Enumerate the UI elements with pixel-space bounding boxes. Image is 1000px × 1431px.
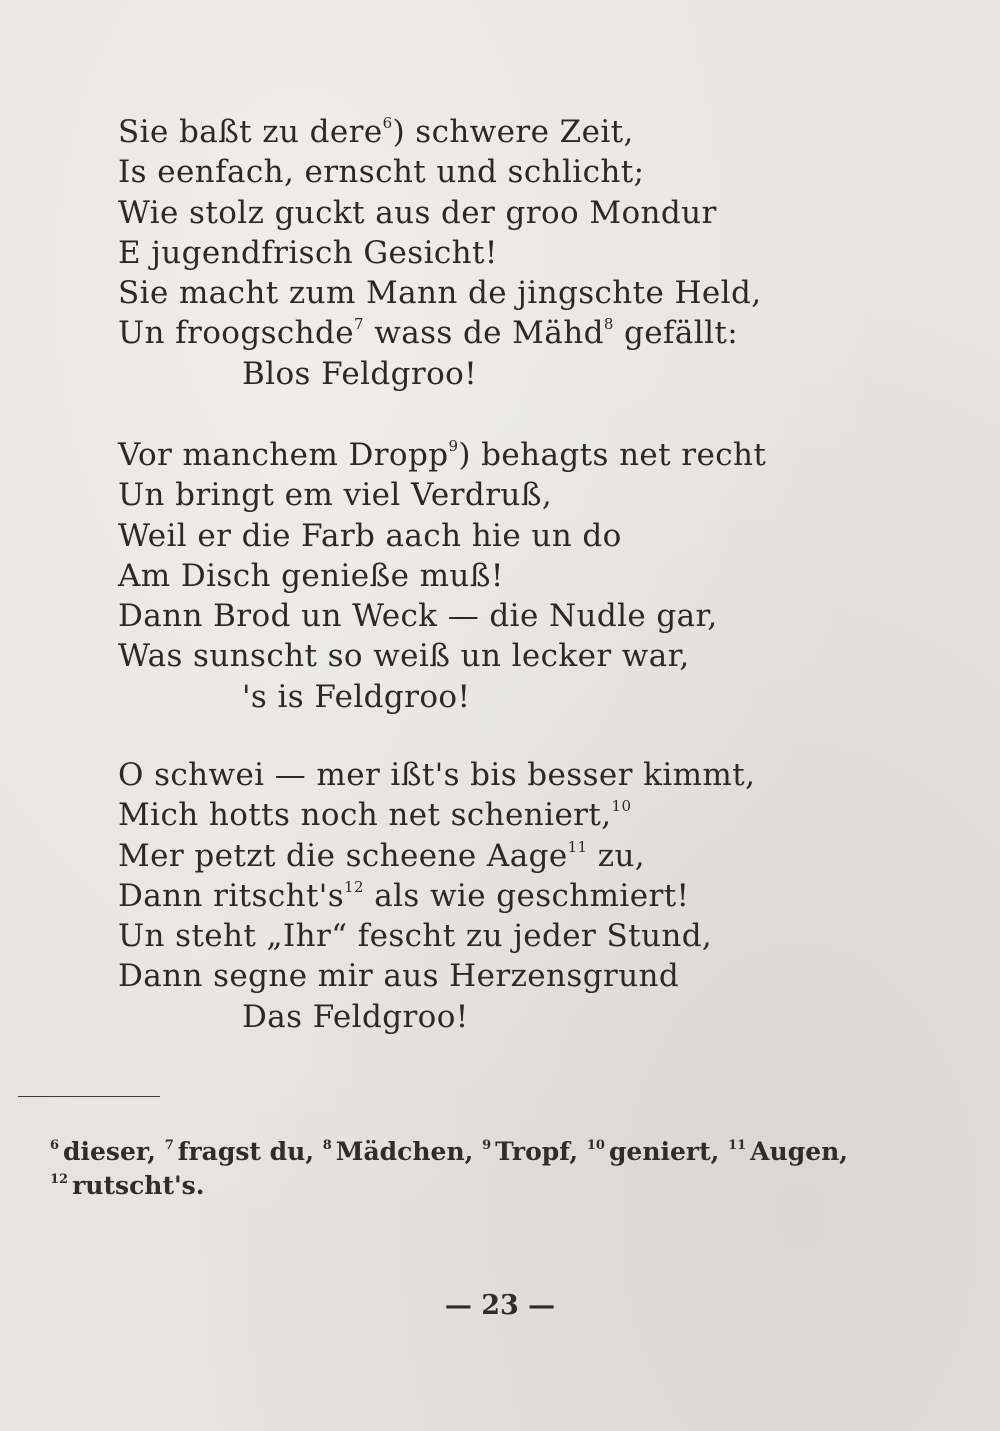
line-text: Am Disch genieße muß! bbox=[118, 557, 504, 594]
line-text: Un bringt em viel Verdruß, bbox=[118, 477, 553, 514]
poem-refrain-line bbox=[118, 354, 858, 394]
line-text: Un steht „Ihr“ fescht zu jeder Stund, bbox=[118, 918, 713, 955]
footnote-divider bbox=[18, 1096, 160, 1097]
line-text: Dann Brod un Weck — die Nudle gar, bbox=[118, 598, 718, 635]
line-text: E jugendfrisch Gesicht! bbox=[118, 234, 498, 271]
poem-line bbox=[118, 193, 858, 233]
footnote-number: 12 bbox=[50, 1172, 69, 1187]
line-text: Blos Feldgroo! bbox=[242, 355, 478, 392]
poem-line bbox=[118, 916, 858, 956]
footnote-entry bbox=[482, 1137, 578, 1166]
footnote-marker: 8 bbox=[603, 315, 614, 334]
line-text: Is eenfach, ernscht und schlicht; bbox=[118, 154, 645, 191]
footnote-text: Mädchen, bbox=[335, 1137, 474, 1166]
stanza-3 bbox=[118, 755, 858, 1037]
stanza-2 bbox=[118, 435, 858, 717]
poem-line bbox=[118, 273, 858, 313]
footnote-entry bbox=[323, 1137, 474, 1166]
footnote-text: Tropf, bbox=[495, 1137, 579, 1166]
poem-line bbox=[118, 435, 858, 475]
line-text: Sie macht zum Mann de jingschte Held, bbox=[118, 275, 762, 312]
line-text: Das Feldgroo! bbox=[242, 998, 469, 1035]
footnote-number: 8 bbox=[322, 1138, 332, 1153]
line-text: Sie baßt zu dere bbox=[118, 114, 383, 150]
footnote-marker: 9 bbox=[448, 437, 459, 455]
footnote-entry bbox=[50, 1171, 204, 1200]
footnote-number: 6 bbox=[50, 1138, 60, 1153]
footnote-entry bbox=[50, 1137, 156, 1166]
footnote-text: fragst du, bbox=[177, 1137, 315, 1166]
footnote-line bbox=[50, 1169, 930, 1203]
poem-line bbox=[118, 836, 858, 876]
line-text: Mer petzt die scheene Aage bbox=[118, 837, 568, 874]
line-text: Mich hotts noch net scheniert, bbox=[118, 797, 612, 834]
footnote-marker: 7 bbox=[354, 315, 364, 334]
poem-line bbox=[118, 313, 858, 353]
footnote-number: 11 bbox=[728, 1138, 747, 1153]
poem-refrain-line bbox=[118, 677, 858, 717]
line-text: zu, bbox=[587, 837, 646, 874]
footnote-marker: 11 bbox=[567, 837, 588, 856]
stanza-1 bbox=[118, 112, 858, 394]
poem-line bbox=[118, 636, 858, 676]
poem-line bbox=[118, 112, 858, 152]
line-text: Was sunscht so weiß un lecker war, bbox=[118, 638, 690, 675]
footnote-entry bbox=[165, 1137, 314, 1166]
footnote-marker: 10 bbox=[611, 797, 632, 816]
line-text: Dann ritscht's bbox=[118, 877, 345, 914]
poem-line bbox=[118, 596, 858, 636]
poem-line bbox=[118, 795, 858, 835]
poem-line bbox=[118, 152, 858, 192]
footnote-text: rutscht's. bbox=[72, 1171, 205, 1200]
poem-line bbox=[118, 876, 858, 916]
poem-refrain-line bbox=[118, 997, 858, 1037]
line-text: O schwei — mer ißt's bis besser kimmt, bbox=[118, 757, 756, 793]
poem-line bbox=[118, 475, 858, 515]
footnote-entry bbox=[728, 1137, 848, 1166]
line-text: gefällt: bbox=[613, 315, 739, 352]
footnote-line bbox=[50, 1135, 930, 1169]
line-text: wass de Mähd bbox=[364, 315, 604, 352]
line-text: Vor manchem Dropp bbox=[118, 437, 449, 473]
poem-line bbox=[118, 556, 858, 596]
line-text: ) behagts net recht bbox=[458, 437, 767, 473]
footnote-text: dieser, bbox=[63, 1137, 156, 1166]
footnote-text: geniert, bbox=[608, 1137, 720, 1166]
page-number: — 23 — bbox=[444, 1290, 556, 1321]
line-text: Un froogschde bbox=[118, 315, 355, 352]
footnotes bbox=[50, 1135, 930, 1203]
footnote-number: 9 bbox=[482, 1138, 492, 1153]
footnote-number: 7 bbox=[164, 1138, 174, 1153]
footnote-marker: 6 bbox=[382, 114, 393, 132]
line-text: Dann segne mir aus Herzensgrund bbox=[118, 958, 680, 995]
poem-line bbox=[118, 233, 858, 273]
poem-line bbox=[118, 516, 858, 556]
line-text: Wie stolz guckt aus der groo Mondur bbox=[118, 194, 717, 231]
poem-line bbox=[118, 956, 858, 996]
line-text: als wie geschmiert! bbox=[363, 877, 690, 914]
footnote-number: 10 bbox=[586, 1138, 605, 1153]
line-text: 's is Feldgroo! bbox=[242, 678, 471, 715]
line-text: ) schwere Zeit, bbox=[392, 114, 634, 150]
line-text: Weil er die Farb aach hie un do bbox=[118, 517, 622, 554]
footnote-text: Augen, bbox=[750, 1137, 848, 1166]
footnote-marker: 12 bbox=[344, 877, 364, 896]
poem-line bbox=[118, 755, 858, 795]
footnote-entry bbox=[587, 1137, 719, 1166]
